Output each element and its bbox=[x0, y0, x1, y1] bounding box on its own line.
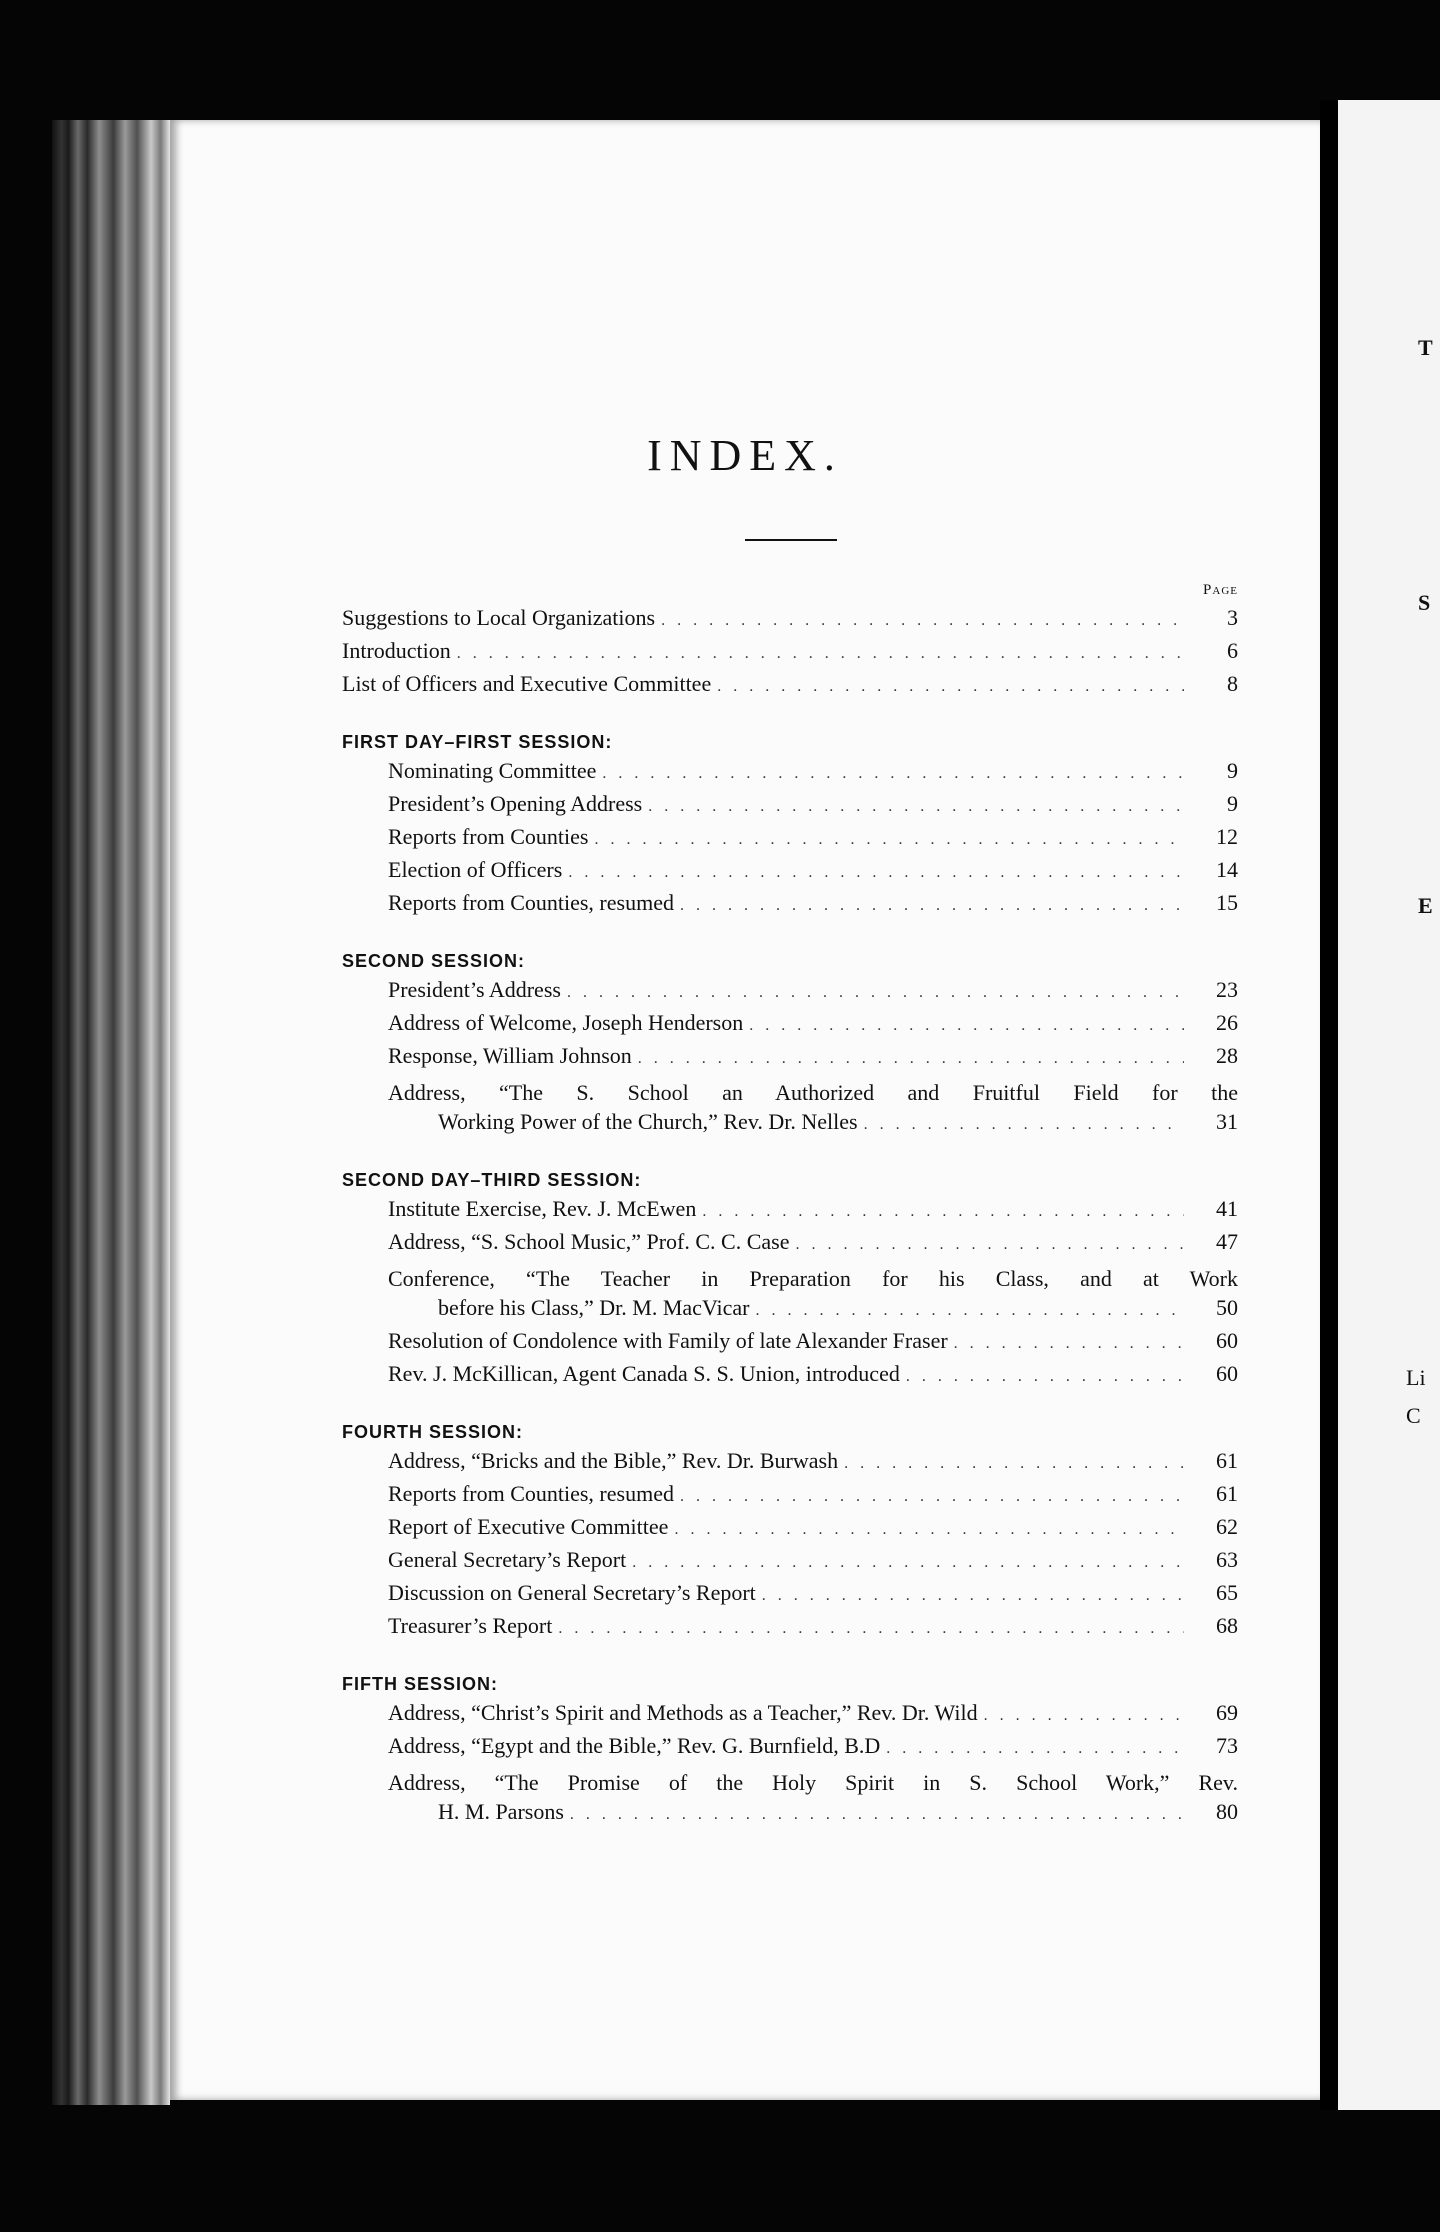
entry-label: Election of Officers bbox=[388, 857, 563, 882]
entry-label: Address, “The Promise of the Holy Spirit in S. School Work,” Rev. bbox=[388, 1770, 1238, 1795]
toc-entry bbox=[342, 1766, 1238, 1832]
toc-entry bbox=[342, 977, 1238, 1010]
facing-page-rule bbox=[1330, 100, 1334, 2110]
dot-leader bbox=[567, 984, 1184, 1002]
dot-leader bbox=[568, 864, 1184, 882]
toc-entry bbox=[342, 890, 1238, 923]
toc-entry bbox=[342, 791, 1238, 824]
dot-leader bbox=[570, 1806, 1184, 1824]
entry-page-number: 8 bbox=[1227, 671, 1238, 696]
dot-leader bbox=[680, 897, 1184, 915]
entry-page-number: 63 bbox=[1216, 1547, 1238, 1572]
toc-entry bbox=[342, 1448, 1238, 1481]
entry-label: Resolution of Condolence with Family of late Alexander Fraser bbox=[388, 1328, 948, 1353]
dot-leader bbox=[632, 1554, 1184, 1572]
entry-page-number: 50 bbox=[1216, 1295, 1238, 1320]
entry-page-number: 65 bbox=[1216, 1580, 1238, 1605]
entry-label: List of Officers and Executive Committee bbox=[342, 671, 712, 696]
entry-page-number: 31 bbox=[1216, 1109, 1238, 1134]
entry-label: Address, “Bricks and the Bible,” Rev. Dr. Burwash bbox=[388, 1448, 839, 1473]
toc-entry bbox=[342, 1076, 1238, 1142]
book-spine bbox=[52, 120, 170, 2105]
dot-leader bbox=[661, 612, 1184, 630]
entry-page-number: 80 bbox=[1216, 1799, 1238, 1824]
toc-entry bbox=[342, 1481, 1238, 1514]
entry-page-number: 6 bbox=[1227, 638, 1238, 663]
entry-label: Conference, “The Teacher in Preparation for his Class, and at Work bbox=[388, 1266, 1238, 1291]
entry-page-number: 14 bbox=[1216, 857, 1238, 882]
entry-page-number: 9 bbox=[1227, 791, 1238, 816]
toc-entry bbox=[342, 1733, 1238, 1766]
entry-page-number: 61 bbox=[1216, 1448, 1238, 1473]
toc-entry bbox=[342, 1613, 1238, 1646]
top-entries bbox=[342, 605, 1238, 704]
toc-entry bbox=[342, 1262, 1238, 1328]
entry-page-number: 26 bbox=[1216, 1010, 1238, 1035]
dot-leader bbox=[638, 1050, 1184, 1068]
toc-entry bbox=[342, 605, 1238, 638]
entry-page-number: 12 bbox=[1216, 824, 1238, 849]
entry-label: Report of Executive Committee bbox=[388, 1514, 669, 1539]
facing-page bbox=[1338, 100, 1440, 2110]
entry-page-number: 69 bbox=[1216, 1700, 1238, 1725]
dot-leader bbox=[795, 1236, 1184, 1254]
entry-label: Reports from Counties, resumed bbox=[388, 1481, 674, 1506]
entry-page-number: 9 bbox=[1227, 758, 1238, 783]
dot-leader bbox=[558, 1620, 1184, 1638]
section-heading: FIRST DAY–FIRST SESSION: bbox=[342, 732, 613, 752]
toc-entry bbox=[342, 1328, 1238, 1361]
page-column-label: Page bbox=[1203, 582, 1238, 598]
toc-entry bbox=[342, 1010, 1238, 1043]
facing-page-fragment: Li bbox=[1406, 1365, 1426, 1390]
toc-entry bbox=[342, 1580, 1238, 1613]
page-title: INDEX. bbox=[647, 431, 843, 480]
entry-page-number: 23 bbox=[1216, 977, 1238, 1002]
toc-entry bbox=[342, 1229, 1238, 1262]
toc-entry bbox=[342, 824, 1238, 857]
entry-label: Institute Exercise, Rev. J. McEwen bbox=[388, 1196, 697, 1221]
dot-leader bbox=[906, 1368, 1184, 1386]
facing-page-fragment: T bbox=[1418, 335, 1433, 360]
entry-page-number: 60 bbox=[1216, 1361, 1238, 1386]
toc-entry bbox=[342, 671, 1238, 704]
dot-leader bbox=[954, 1335, 1184, 1353]
toc-entry bbox=[342, 857, 1238, 890]
dot-leader bbox=[648, 798, 1184, 816]
dot-leader bbox=[702, 1203, 1184, 1221]
entry-label: Reports from Counties, resumed bbox=[388, 890, 674, 915]
dot-leader bbox=[674, 1521, 1184, 1539]
section-heading: FIFTH SESSION: bbox=[342, 1674, 499, 1694]
facing-page-fragment: E bbox=[1418, 893, 1433, 918]
entry-page-number: 47 bbox=[1216, 1229, 1238, 1254]
entry-label-continuation: H. M. Parsons bbox=[438, 1799, 564, 1824]
toc-entry bbox=[342, 1196, 1238, 1229]
entry-label: Address of Welcome, Joseph Henderson bbox=[388, 1010, 744, 1035]
toc-entry bbox=[342, 1361, 1238, 1394]
toc-entry bbox=[342, 1514, 1238, 1547]
table-of-contents bbox=[342, 582, 1238, 1832]
entry-page-number: 62 bbox=[1216, 1514, 1238, 1539]
toc-entry bbox=[342, 758, 1238, 791]
toc-entry bbox=[342, 1700, 1238, 1733]
entry-label: Response, William Johnson bbox=[388, 1043, 632, 1068]
entry-page-number: 28 bbox=[1216, 1043, 1238, 1068]
dot-leader bbox=[762, 1587, 1184, 1605]
entry-page-number: 60 bbox=[1216, 1328, 1238, 1353]
dot-leader bbox=[594, 831, 1184, 849]
section-heading: FOURTH SESSION: bbox=[342, 1422, 524, 1442]
entry-label: Address, “Egypt and the Bible,” Rev. G. Burnfield, B.D bbox=[388, 1733, 881, 1758]
title-rule bbox=[745, 539, 837, 541]
dot-leader bbox=[717, 678, 1184, 696]
facing-page-fragment: S bbox=[1418, 590, 1431, 615]
toc-entry bbox=[342, 1043, 1238, 1076]
entry-label-continuation: before his Class,” Dr. M. MacVicar bbox=[438, 1295, 750, 1320]
entry-label: Address, “The S. School an Authorized and Fruitful Field for the bbox=[388, 1080, 1238, 1105]
entry-label: Rev. J. McKillican, Agent Canada S. S. Union, introduced bbox=[388, 1361, 900, 1386]
entry-label: Discussion on General Secretary’s Report bbox=[388, 1580, 756, 1605]
dot-leader bbox=[602, 765, 1184, 783]
facing-page-fragment: C bbox=[1406, 1403, 1421, 1428]
entry-label: Address, “Christ’s Spirit and Methods as a Teacher,” Rev. Dr. Wild bbox=[388, 1700, 978, 1725]
entry-page-number: 61 bbox=[1216, 1481, 1238, 1506]
section-heading: SECOND DAY–THIRD SESSION: bbox=[342, 1170, 642, 1190]
toc-entry bbox=[342, 638, 1238, 671]
entry-page-number: 73 bbox=[1216, 1733, 1238, 1758]
index-page bbox=[170, 120, 1320, 2100]
entry-page-number: 15 bbox=[1216, 890, 1238, 915]
entry-page-number: 3 bbox=[1227, 605, 1238, 630]
dot-leader bbox=[755, 1302, 1184, 1320]
toc-entry bbox=[342, 1547, 1238, 1580]
entry-label: Address, “S. School Music,” Prof. C. C. Case bbox=[388, 1229, 790, 1254]
entry-label: Reports from Counties bbox=[388, 824, 589, 849]
dot-leader bbox=[749, 1017, 1184, 1035]
dot-leader bbox=[864, 1116, 1184, 1134]
dot-leader bbox=[680, 1488, 1184, 1506]
entry-label: Introduction bbox=[342, 638, 451, 663]
dot-leader bbox=[886, 1740, 1184, 1758]
entry-label-continuation: Working Power of the Church,” Rev. Dr. Nelles bbox=[438, 1109, 858, 1134]
entry-label: Nominating Committee bbox=[388, 758, 597, 783]
entry-label: General Secretary’s Report bbox=[388, 1547, 627, 1572]
entry-label: Suggestions to Local Organizations bbox=[342, 605, 656, 630]
entry-label: Treasurer’s Report bbox=[388, 1613, 553, 1638]
entry-label: President’s Address bbox=[388, 977, 561, 1002]
dot-leader bbox=[984, 1707, 1184, 1725]
section-heading: SECOND SESSION: bbox=[342, 951, 526, 971]
dot-leader bbox=[457, 645, 1184, 663]
entry-page-number: 68 bbox=[1216, 1613, 1238, 1638]
entry-label: President’s Opening Address bbox=[388, 791, 643, 816]
entry-page-number: 41 bbox=[1216, 1196, 1238, 1221]
dot-leader bbox=[844, 1455, 1184, 1473]
